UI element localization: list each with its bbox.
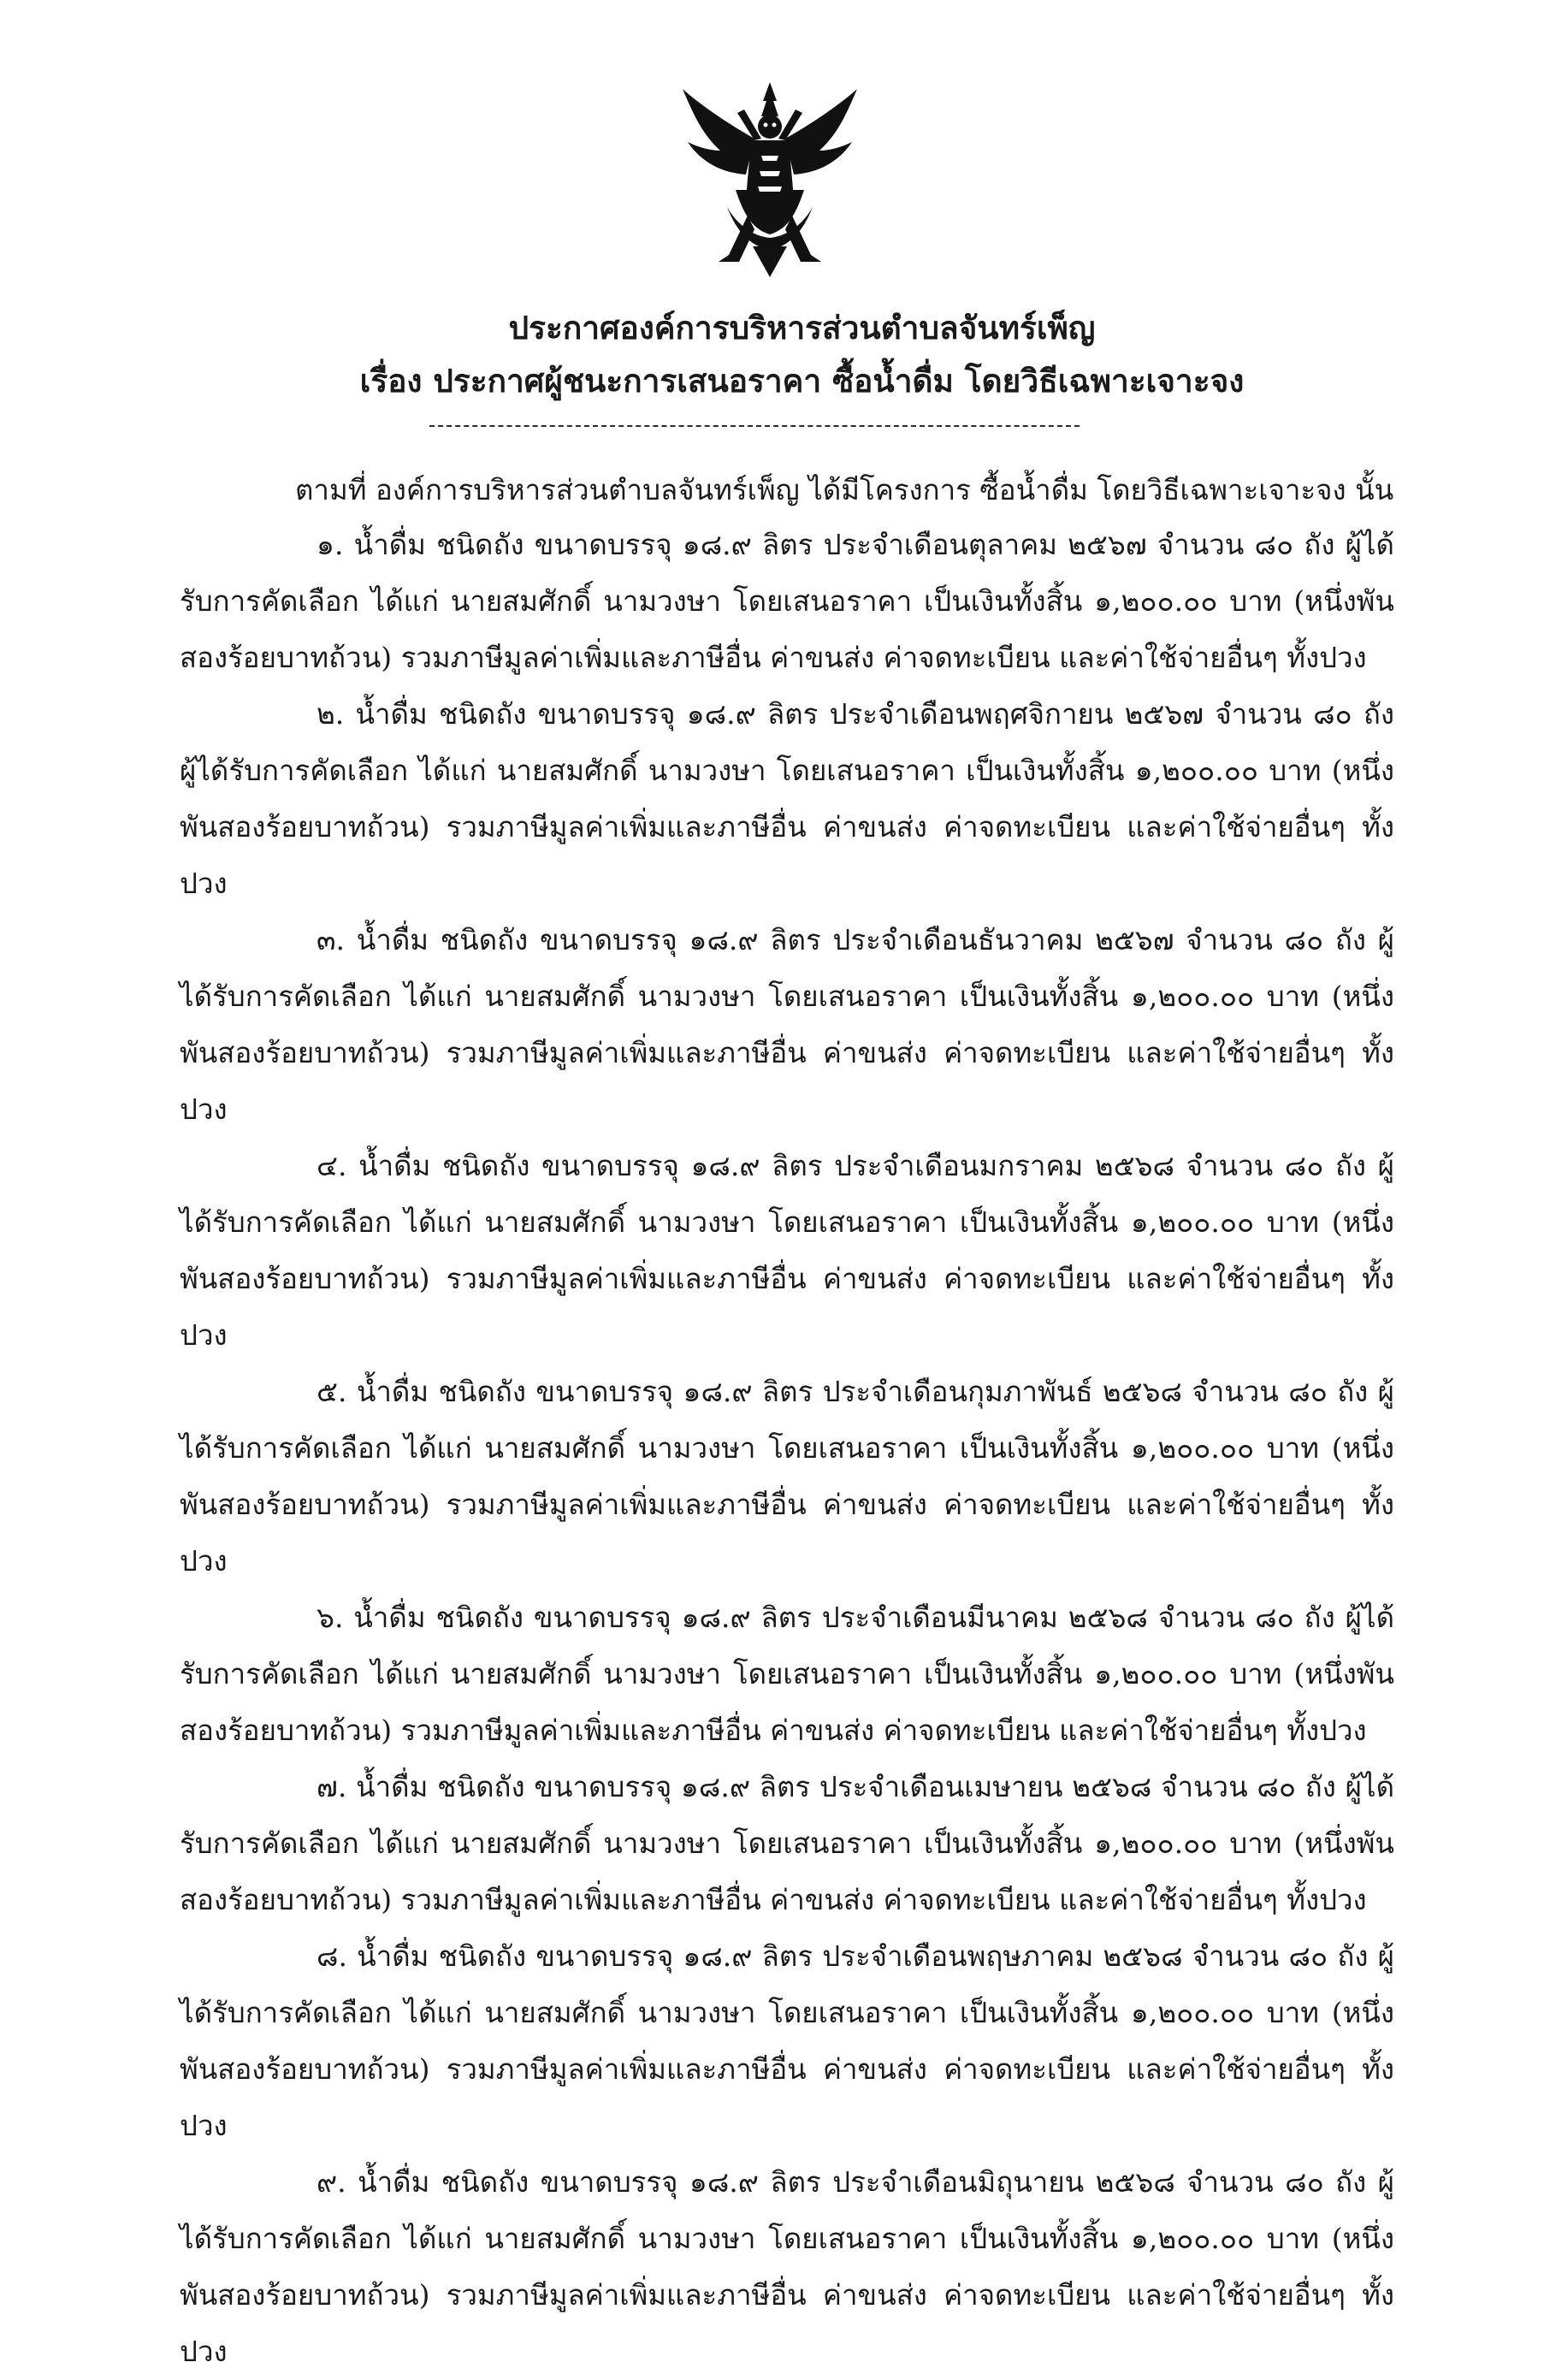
award-item: ๖. น้ำดื่ม ชนิดถัง ขนาดบรรจุ ๑๘.๙ ลิตร ประจำเดือนมีนาคม ๒๕๖๘ จำนวน ๘๐ ถัง ผู้ได้รับการคัดเลือก ได้แก่ นายสมศักดิ์ นามวงษา โดยเสนอราคา เป็นเงินทั้งสิ้น ๑,๒๐๐.๐๐ บาท (หนึ่งพันสองร้อยบาทถ้วน) รวมภาษีมูลค่าเพิ่มและภาษีอื่น ค่าขนส่ง ค่าจดทะเบียน และค่าใช้จ่ายอื่นๆ ทั้งปวง (180, 1601, 1394, 1747)
award-item: ๔. น้ำดื่ม ชนิดถัง ขนาดบรรจุ ๑๘.๙ ลิตร ประจำเดือนมกราคม ๒๕๖๘ จำนวน ๘๐ ถัง ผู้ได้รับการคัดเลือก ได้แก่ นายสมศักดิ์ นามวงษา โดยเสนอราคา เป็นเงินทั้งสิ้น ๑,๒๐๐.๐๐ บาท (หนึ่งพันสองร้อยบาทถ้วน) รวมภาษีมูลค่าเพิ่มและภาษีอื่น ค่าขนส่ง ค่าจดทะเบียน และค่าใช้จ่ายอื่นๆ ทั้งปวง (180, 1149, 1394, 1352)
award-item: ๗. น้ำดื่ม ชนิดถัง ขนาดบรรจุ ๑๘.๙ ลิตร ประจำเดือนเมษายน ๒๕๖๘ จำนวน ๘๐ ถัง ผู้ได้รับการคัดเลือก ได้แก่ นายสมศักดิ์ นามวงษา โดยเสนอราคา เป็นเงินทั้งสิ้น ๑,๒๐๐.๐๐ บาท (หนึ่งพันสองร้อยบาทถ้วน) รวมภาษีมูลค่าเพิ่มและภาษีอื่น ค่าขนส่ง ค่าจดทะเบียน และค่าใช้จ่ายอื่นๆ ทั้งปวง (180, 1770, 1394, 1916)
award-item: ๘. น้ำดื่ม ชนิดถัง ขนาดบรรจุ ๑๘.๙ ลิตร ประจำเดือนพฤษภาคม ๒๕๖๘ จำนวน ๘๐ ถัง ผู้ได้รับการคัดเลือก ได้แก่ นายสมศักดิ์ นามวงษา โดยเสนอราคา เป็นเงินทั้งสิ้น ๑,๒๐๐.๐๐ บาท (หนึ่งพันสองร้อยบาทถ้วน) รวมภาษีมูลค่าเพิ่มและภาษีอื่น ค่าขนส่ง ค่าจดทะเบียน และค่าใช้จ่ายอื่นๆ ทั้งปวง (180, 1939, 1394, 2142)
garuda-emblem-icon (676, 79, 864, 284)
dashed-divider (429, 425, 1080, 427)
announcement-header (171, 301, 1373, 407)
award-item: ๑. น้ำดื่ม ชนิดถัง ขนาดบรรจุ ๑๘.๙ ลิตร ประจำเดือนตุลาคม ๒๕๖๗ จำนวน ๘๐ ถัง ผู้ได้รับการคัดเลือก ได้แก่ นายสมศักดิ์ นามวงษา โดยเสนอราคา เป็นเงินทั้งสิ้น ๑,๒๐๐.๐๐ บาท (หนึ่งพันสองร้อยบาทถ้วน) รวมภาษีมูลค่าเพิ่มและภาษีอื่น ค่าขนส่ง ค่าจดทะเบียน และค่าใช้จ่ายอื่นๆ ทั้งปวง (180, 528, 1394, 674)
award-item: ๓. น้ำดื่ม ชนิดถัง ขนาดบรรจุ ๑๘.๙ ลิตร ประจำเดือนธันวาคม ๒๕๖๗ จำนวน ๘๐ ถัง ผู้ได้รับการคัดเลือก ได้แก่ นายสมศักดิ์ นามวงษา โดยเสนอราคา เป็นเงินทั้งสิ้น ๑,๒๐๐.๐๐ บาท (หนึ่งพันสองร้อยบาทถ้วน) รวมภาษีมูลค่าเพิ่มและภาษีอื่น ค่าขนส่ง ค่าจดทะเบียน และค่าใช้จ่ายอื่นๆ ทั้งปวง (180, 923, 1394, 1126)
announcement-subject: เรื่อง ประกาศผู้ชนะการเสนอราคา ซื้อน้ำดื่ม โดยวิธีเฉพาะเจาะจง (359, 362, 1245, 400)
award-item: ๒. น้ำดื่ม ชนิดถัง ขนาดบรรจุ ๑๘.๙ ลิตร ประจำเดือนพฤศจิกายน ๒๕๖๗ จำนวน ๘๐ ถัง ผู้ได้รับการคัดเลือก ได้แก่ นายสมศักดิ์ นามวงษา โดยเสนอราคา เป็นเงินทั้งสิ้น ๑,๒๐๐.๐๐ บาท (หนึ่งพันสองร้อยบาทถ้วน) รวมภาษีมูลค่าเพิ่มและภาษีอื่น ค่าขนส่ง ค่าจดทะเบียน และค่าใช้จ่ายอื่นๆ ทั้งปวง (180, 697, 1394, 900)
award-item: ๕. น้ำดื่ม ชนิดถัง ขนาดบรรจุ ๑๘.๙ ลิตร ประจำเดือนกุมภาพันธ์ ๒๕๖๘ จำนวน ๘๐ ถัง ผู้ได้รับการคัดเลือก ได้แก่ นายสมศักดิ์ นามวงษา โดยเสนอราคา เป็นเงินทั้งสิ้น ๑,๒๐๐.๐๐ บาท (หนึ่งพันสองร้อยบาทถ้วน) รวมภาษีมูลค่าเพิ่มและภาษีอื่น ค่าขนส่ง ค่าจดทะเบียน และค่าใช้จ่ายอื่นๆ ทั้งปวง (180, 1375, 1394, 1578)
award-item: ๙. น้ำดื่ม ชนิดถัง ขนาดบรรจุ ๑๘.๙ ลิตร ประจำเดือนมิถุนายน ๒๕๖๘ จำนวน ๘๐ ถัง ผู้ได้รับการคัดเลือก ได้แก่ นายสมศักดิ์ นามวงษา โดยเสนอราคา เป็นเงินทั้งสิ้น ๑,๒๐๐.๐๐ บาท (หนึ่งพันสองร้อยบาทถ้วน) รวมภาษีมูลค่าเพิ่มและภาษีอื่น ค่าขนส่ง ค่าจดทะเบียน และค่าใช้จ่ายอื่นๆ ทั้งปวง (180, 2165, 1394, 2368)
intro-paragraph: ตามที่ องค์การบริหารส่วนตำบลจันทร์เพ็ญ ได้มีโครงการ ซื้อน้ำดื่ม โดยวิธีเฉพาะเจาะจง นั้น (295, 473, 1394, 506)
announcement-title: ประกาศองค์การบริหารส่วนตำบลจันทร์เพ็ญ (508, 309, 1096, 346)
award-list (180, 517, 1394, 2380)
